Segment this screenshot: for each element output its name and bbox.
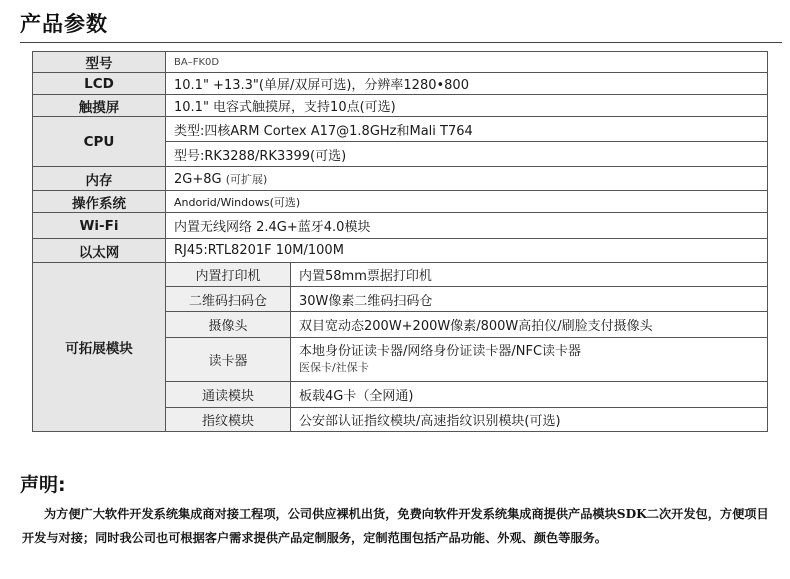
row-value-cpu-model: 型号:RK3288/RK3399(可选) xyxy=(166,142,768,167)
module-value: 30W像素二维码扫码仓 xyxy=(291,287,768,312)
module-value: 公安部认证指纹模块/高速指纹识别模块(可选) xyxy=(291,408,768,432)
declaration-title: 声明: xyxy=(20,474,66,496)
row-value-wifi: 内置无线网络 2.4G+蓝牙4.0模块 xyxy=(166,213,768,239)
table-row xyxy=(33,191,768,213)
memory-main-value: 2G+8G xyxy=(174,171,222,187)
row-value-ethernet: RJ45:RTL8201F 10M/100M xyxy=(166,239,768,263)
row-value-touch: 10.1" 电容式触摸屏，支持10点(可选) xyxy=(166,95,768,117)
row-label-expansion: 可拓展模块 xyxy=(33,263,166,432)
title-divider xyxy=(20,42,782,43)
module-value-line: 本地身份证读卡器/网络身份证读卡器/NFC读卡器 xyxy=(299,343,582,359)
module-value-line: 医保卡/社保卡 xyxy=(299,360,369,374)
table-row xyxy=(33,95,768,117)
module-name: 摄像头 xyxy=(166,312,291,338)
row-label-ethernet: 以太网 xyxy=(33,239,166,263)
table-row xyxy=(33,117,768,142)
declaration-text: 为方便广大软件开发系统集成商对接工程项，公司供应裸机出货，免费向软件开发系统集成商提供产品模块SDK二次开发包，方便项目开发与对接；同时我公司也可根据客户需求提供产品定制服务，定制范围包括产品功能、外观、颜色等服务。 xyxy=(22,507,769,545)
row-value-os: Andorid/Windows(可选) xyxy=(166,191,768,213)
row-label-memory: 内存 xyxy=(33,167,166,191)
table-row xyxy=(33,263,768,287)
spec-table xyxy=(32,51,768,432)
row-value-model: BA–FK0D xyxy=(166,52,768,73)
module-name: 通读模块 xyxy=(166,382,291,408)
module-value: 板载4G卡（全网通) xyxy=(291,382,768,408)
row-value-lcd: 10.1" +13.3"(单屏/双屏可选)，分辨率1280•800 xyxy=(166,73,768,95)
table-row xyxy=(33,213,768,239)
row-label-wifi: Wi-Fi xyxy=(33,213,166,239)
table-row xyxy=(33,52,768,73)
table-row xyxy=(33,239,768,263)
row-label-model: 型号 xyxy=(33,52,166,73)
module-value xyxy=(291,338,768,382)
page-title: 产品参数 xyxy=(20,12,108,36)
module-value: 双目宽动态200W+200W像素/800W高拍仪/刷脸支付摄像头 xyxy=(291,312,768,338)
row-label-lcd: LCD xyxy=(33,73,166,95)
module-name: 内置打印机 xyxy=(166,263,291,287)
module-name: 读卡器 xyxy=(166,338,291,382)
memory-note: (可扩展) xyxy=(225,172,268,186)
table-row xyxy=(33,167,768,191)
module-name: 指纹模块 xyxy=(166,408,291,432)
row-value-cpu-type: 类型:四核ARM Cortex A17@1.8GHz和Mali T764 xyxy=(166,117,768,142)
row-value-memory xyxy=(166,167,768,191)
module-name: 二维码扫码仓 xyxy=(166,287,291,312)
row-label-os: 操作系统 xyxy=(33,191,166,213)
module-value: 内置58mm票据打印机 xyxy=(291,263,768,287)
row-label-touch: 触摸屏 xyxy=(33,95,166,117)
row-label-cpu: CPU xyxy=(33,117,166,167)
table-row xyxy=(33,73,768,95)
